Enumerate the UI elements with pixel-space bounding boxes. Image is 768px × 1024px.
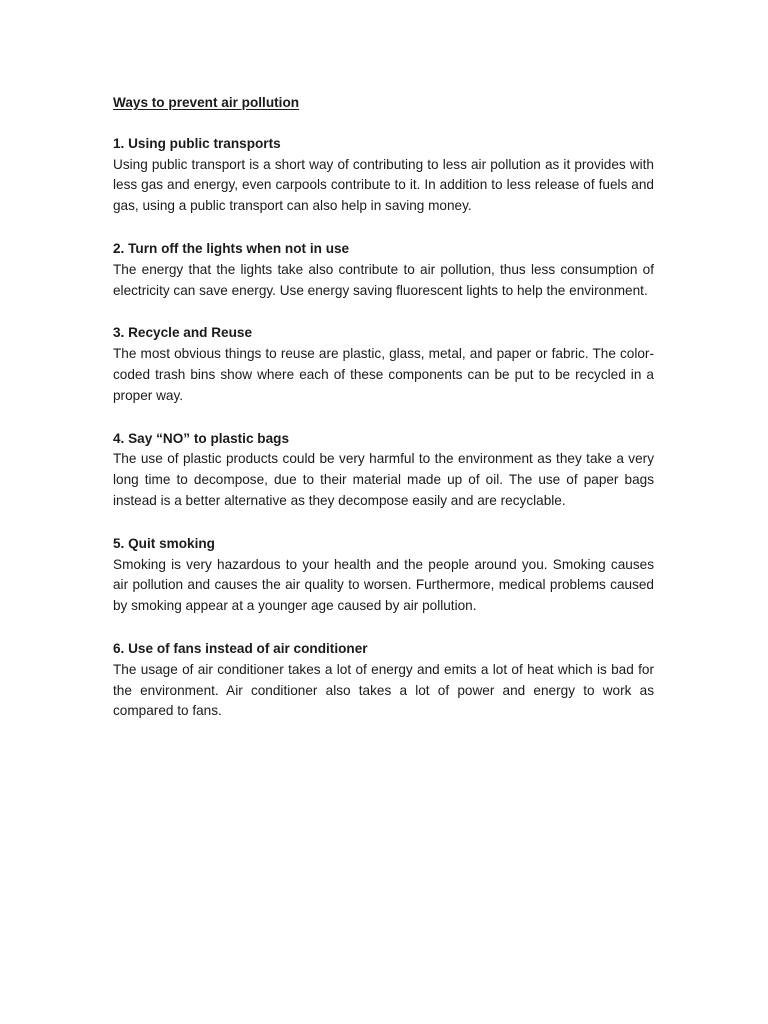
section-fans-vs-ac [113, 639, 654, 722]
section-lights-off [113, 239, 654, 301]
section-heading: 5. Quit smoking [113, 535, 215, 551]
section-heading: 6. Use of fans instead of air conditioner [113, 640, 368, 656]
section-body: The energy that the lights take also contribute to air pollution, thus less consumption of electricity can save energy. Use energy saving fluorescent lights to help the environment. [113, 261, 654, 298]
section-public-transport [113, 134, 654, 217]
section-plastic-bags [113, 429, 654, 512]
document-page [113, 93, 654, 744]
section-recycle-reuse [113, 323, 654, 406]
section-body: The usage of air conditioner takes a lot of energy and emits a lot of heat which is bad for the environment. Air conditioner also takes a lot of power and energy to work as compared to fans. [113, 661, 654, 719]
document-title: Ways to prevent air pollution [113, 95, 300, 110]
section-heading: 3. Recycle and Reuse [113, 325, 253, 341]
section-heading: 1. Using public transports [113, 135, 281, 151]
section-heading: 2. Turn off the lights when not in use [113, 240, 350, 256]
section-body: Using public transport is a short way of contributing to less air pollution as it provides with less gas and energy, even carpools contribute to it. In addition to less release of fuels and gas, using a public transport can also help in saving money. [113, 156, 654, 214]
section-heading: 4. Say “NO” to plastic bags [113, 430, 290, 446]
section-body: The use of plastic products could be very harmful to the environment as they take a very long time to decompose, due to their material made up of oil. The use of paper bags instead is a better alternative as they decompose easily and are recyclable. [113, 451, 654, 508]
section-body: Smoking is very hazardous to your health and the people around you. Smoking causes air pollution and causes the air quality to worsen. Furthermore, medical problems caused by smoking appear at a younger age caused by air pollution. [113, 556, 654, 614]
section-quit-smoking [113, 534, 654, 617]
section-body: The most obvious things to reuse are plastic, glass, metal, and paper or fabric. The color-coded trash bins show where each of these components can be put to be recycled in a proper way. [113, 346, 654, 403]
